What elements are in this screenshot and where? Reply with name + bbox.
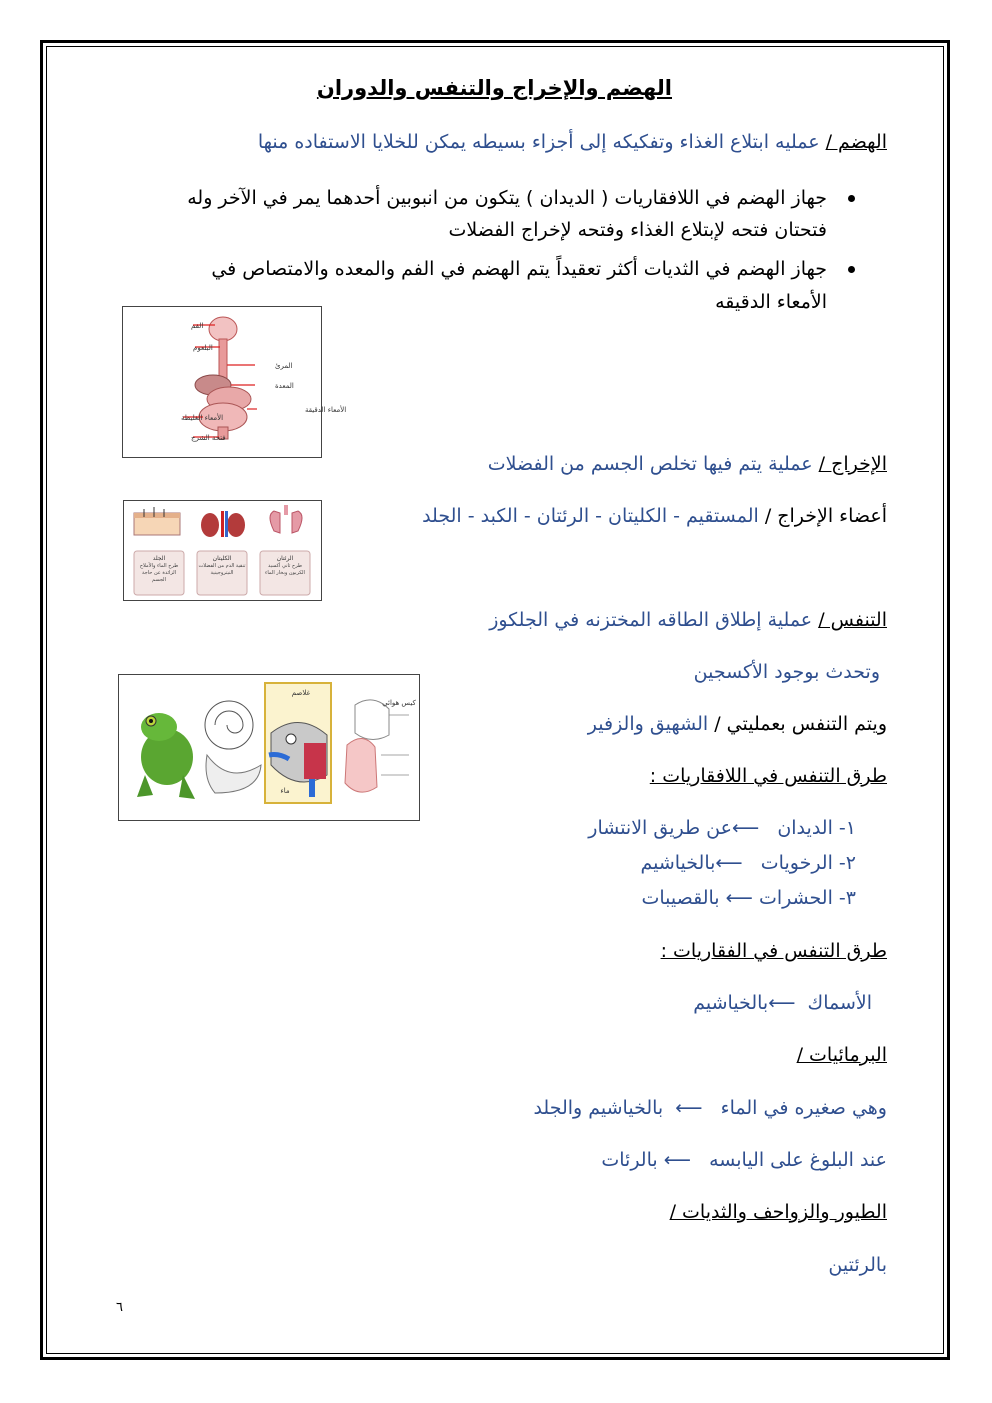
card-title-skin: الجلد (152, 555, 166, 562)
card-text-skin: طرح الماء والأملاح الزائدة عن حاجة الجسم (139, 563, 179, 583)
excretion-definition: عملية يتم فيها تخلص الجسم من الفضلات (487, 453, 819, 475)
fish-name: الأسماك (807, 992, 872, 1014)
card-text-kidneys: تنقية الدم من الفضلات النيتروجينية (198, 563, 246, 576)
invert-item-1 (588, 814, 856, 842)
amphibians-adult-line (601, 1146, 887, 1174)
bullet2-line2: الأمعاء الدقيقه (715, 291, 827, 313)
respiration-heading: التنفس / (818, 609, 887, 631)
arrow-icon: ⟵ (731, 817, 760, 839)
respiration-organisms-illustration (119, 675, 419, 820)
label-esophagus: المرئ (275, 362, 293, 370)
respiration-definition: عملية إطلاق الطاقه المختزنه في الجلكوز (489, 609, 819, 631)
arrow-icon: ⟵ (675, 1097, 703, 1119)
label-small-intestine: الأمعاء الدقيقة (305, 406, 347, 414)
birds-heading: الطيور والزواحف والثديات / (669, 1201, 887, 1223)
invert-item-2-num: ٢- (838, 852, 856, 874)
bullet2-line1: جهاز الهضم في الثديات أكثر تعقيداً يتم الهضم في الفم والمعده والامتصاص في (211, 258, 827, 280)
respiration-process: الشهيق والزفير (587, 713, 715, 735)
digestive-system-illustration (123, 307, 347, 457)
page-number: ٦ (116, 1300, 123, 1315)
invert-item-2 (640, 849, 856, 877)
excretory-organs-image (123, 500, 322, 601)
invert-item-2-method: بالخياشيم (640, 852, 716, 874)
invert-item-3-num: ٣- (838, 887, 856, 909)
fish-method: بالخياشيم (693, 992, 769, 1014)
label-mouth: الفم (191, 322, 204, 330)
invert-item-2-name: الرخويات (760, 852, 833, 874)
invert-item-1-name: الديدان (777, 817, 833, 839)
bullet1-line2: فتحتان فتحه لإبتلاع الغذاء وفتحه لإخراج الفضلات (448, 219, 827, 241)
amphibians-heading: البرمائيات / (796, 1044, 887, 1066)
invert-item-1-method: عن طريق الانتشار (588, 817, 732, 839)
respiration-process-line (588, 710, 887, 738)
amphibians-adult-stage: عند البلوغ على اليابسه (709, 1149, 887, 1171)
invert-item-1-num: ١- (838, 817, 856, 839)
vertebrates-heading: طرق التنفس في الفقاريات : (660, 940, 887, 962)
amphibians-young-stage: وهي صغيره في الماء (720, 1097, 887, 1119)
respiration-organisms-image (118, 674, 420, 821)
label-anus: فتحة الشرج (191, 434, 226, 442)
digestive-system-image (122, 306, 347, 458)
arrow-icon: ⟵ (715, 852, 743, 874)
excretion-organs: المستقيم - الكليتان - الرئتان - الكبد - الجلد (422, 505, 765, 527)
label-stomach: المعدة (275, 382, 294, 390)
arrow-icon: ⟵ (725, 887, 753, 909)
label-large-intestine: الأمعاء الغليظة (181, 414, 224, 422)
label-pharynx: البلعوم (193, 344, 213, 352)
excretion-organs-label: أعضاء الإخراج / (764, 505, 887, 527)
label-gills: غلاصم (291, 689, 311, 697)
birds-method: بالرئتين (828, 1254, 887, 1276)
respiration-process-label: ويتم التنفس بعمليتي / (714, 713, 887, 735)
amphibians-adult-method: بالرئات (601, 1149, 658, 1171)
digestion-heading: الهضم / (825, 131, 887, 153)
page-title: الهضم والإخراج والتنفس والدوران (316, 76, 672, 100)
bullet-marker (848, 195, 855, 202)
excretion-line (488, 450, 887, 478)
card-text-lungs: طرح ثاني أكسيد الكربون وبخار الماء (265, 563, 305, 576)
arrow-icon: ⟵ (663, 1149, 691, 1171)
card-title-lungs: الرئتان (276, 555, 294, 562)
digestion-line (258, 128, 887, 156)
fish-line (693, 989, 872, 1017)
amphibians-young-line (533, 1094, 887, 1122)
invertebrates-heading: طرق التنفس في اللافقاريات : (649, 765, 887, 787)
invert-item-3-method: بالقصيبات (641, 887, 720, 909)
respiration-oxygen: وتحدث بوجود الأكسجين (693, 661, 880, 683)
excretory-organs-illustration (124, 501, 321, 600)
digestion-definition: عمليه ابتلاع الغذاء وتفكيكه إلى أجزاء بسيطه يمكن للخلايا الاستفاده منها (257, 131, 826, 153)
excretion-organs-line (422, 502, 887, 530)
amphibians-young-method: بالخياشيم والجلد (533, 1097, 664, 1119)
invert-item-3-name: الحشرات (758, 887, 833, 909)
respiration-line (489, 606, 887, 634)
label-air-sac: كيس هوائي (382, 699, 416, 707)
bullet-marker (848, 266, 855, 273)
arrow-icon: ⟵ (768, 992, 796, 1014)
card-title-kidneys: الكليتان (212, 555, 232, 562)
invert-item-3 (641, 884, 856, 912)
label-water: ماء (280, 787, 290, 795)
bullet1-line1: جهاز الهضم في اللافقاريات ( الديدان ) يتكون من انبوبين أحدهما يمر في الآخر وله (187, 187, 827, 209)
excretion-heading: الإخراج / (818, 453, 887, 475)
